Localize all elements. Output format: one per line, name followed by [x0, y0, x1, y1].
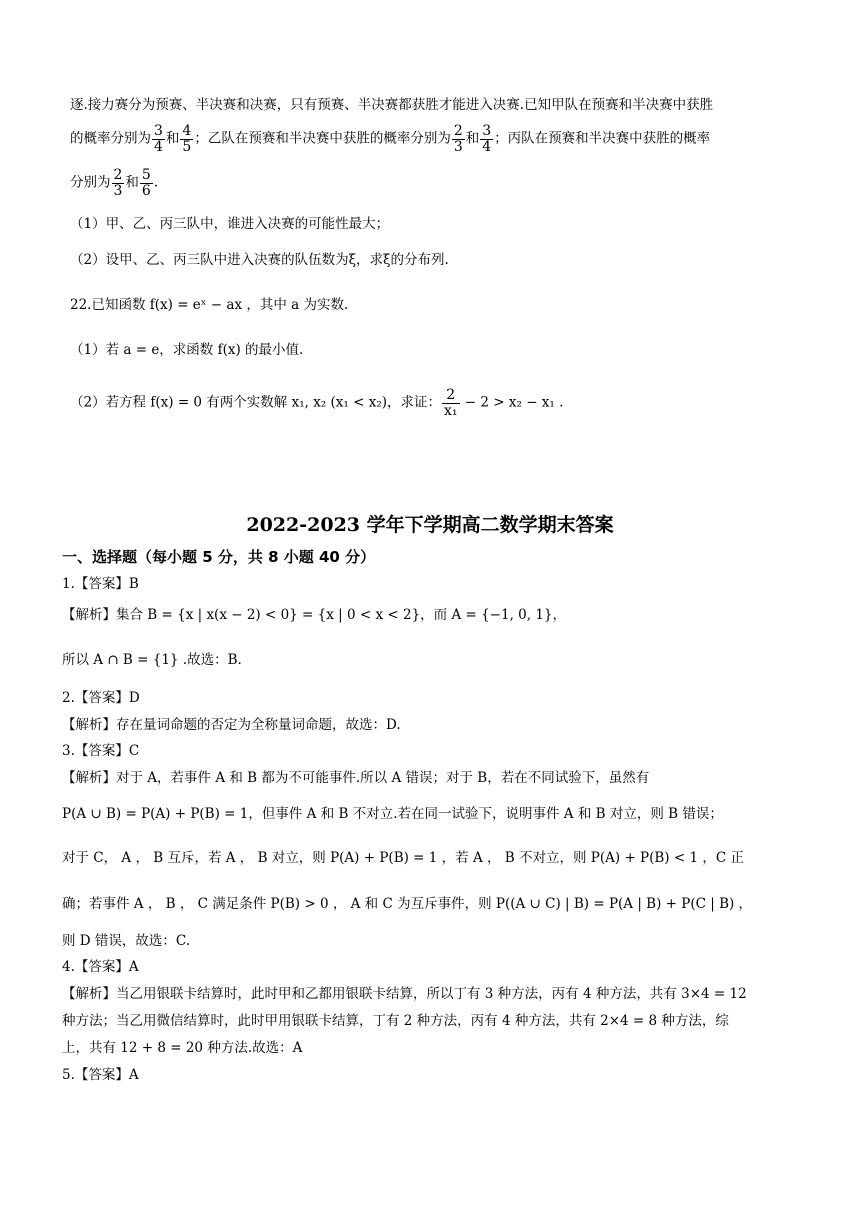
explanation-1-line1: 【解析】集合 B = {x | x(x − 2) < 0} = {x | 0 < x < 2}，而 A = {−1, 0, 1}， — [62, 607, 567, 623]
answer-2: 2.【答案】D — [62, 690, 140, 706]
numerator: 2 — [113, 167, 123, 183]
p22-question-1: （1）若 a = e，求函数 f(x) 的最小值. — [70, 342, 304, 358]
explanation-4-line2: 种方法；当乙用微信结算时，此时甲用银联卡结算，丁有 2 种方法，丙有 4 种方法，共有 2×4 = 8 种方法，综 — [62, 1013, 729, 1029]
fraction-2-3b — [112, 168, 125, 198]
p22-q2-text-b: − 2 > x₂ − x₁ . — [460, 394, 564, 411]
p22-question-2 — [70, 388, 563, 418]
fraction-5-6 — [140, 168, 153, 198]
explanation-3-line1: 【解析】对于 A，若事件 A 和 B 都为不可能事件.所以 A 错误；对于 B，若在不同试验下，虽然有 — [62, 770, 650, 786]
numerator: 3 — [482, 123, 492, 139]
p21-line1: 逐.接力赛分为预赛、半决赛和决赛，只有预赛、半决赛都获胜才能进入决赛.已知甲队在预赛和半决赛中获胜 — [70, 97, 714, 113]
answer-5: 5.【答案】A — [62, 1067, 139, 1083]
numerator: 2 — [442, 388, 460, 404]
answer-3: 3.【答案】C — [62, 743, 140, 759]
p21-question-2: （2）设甲、乙、丙三队中进入决赛的队伍数为ξ，求ξ的分布列. — [70, 252, 449, 268]
explanation-1-line2: 所以 A ∩ B = {1} .故选：B. — [62, 652, 242, 668]
p21-line2-text-c: ；丙队在预赛和半决赛中获胜的概率 — [494, 130, 711, 147]
p21-line3-text-a: 分别为 — [70, 174, 111, 191]
denominator: 5 — [182, 138, 192, 155]
p22-stem: 22.已知函数 f(x) = eˣ − ax ，其中 a 为实数. — [70, 297, 349, 313]
denominator: 4 — [482, 138, 492, 155]
explanation-4-line1: 【解析】当乙用银联卡结算时，此时甲和乙都用银联卡结算，所以丁有 3 种方法，丙有 4 种方法，共有 3×4 = 12 — [62, 986, 747, 1002]
fraction-2-over-x1 — [442, 388, 460, 418]
p21-line3 — [70, 168, 158, 198]
explanation-3-line4: 确；若事件 A ， B ， C 满足条件 P(B) > 0 ， A 和 C 为互斥事件，则 P((A ∪ C) | B) = P(A | B) + P(C | B) ， — [62, 896, 753, 912]
explanation-4-line3: 上，共有 12 + 8 = 20 种方法.故选：A — [62, 1040, 303, 1056]
p21-line2-text-b: ；乙队在预赛和半决赛中获胜的概率分别为 — [194, 130, 451, 147]
p21-question-1: （1）甲、乙、丙三队中，谁进入决赛的可能性最大； — [70, 216, 390, 232]
p22-q2-text-a: （2）若方程 f(x) = 0 有两个实数解 x₁, x₂ (x₁ < x₂)，求证： — [70, 394, 441, 411]
explanation-3-line3: 对于 C， A ， B 互斥，若 A ， B 对立，则 P(A) + P(B) = 1 ，若 A ， B 不对立，则 P(A) + P(B) < 1 ，C 正 — [62, 850, 744, 866]
numerator: 4 — [182, 123, 192, 139]
explanation-3-line5: 则 D 错误，故选：C. — [62, 933, 191, 949]
section-heading-choice: 一、选择题（每小题 5 分，共 8 小题 40 分） — [62, 548, 376, 566]
and-word: 和 — [125, 174, 139, 191]
fraction-3-4 — [152, 124, 165, 154]
denominator: 6 — [141, 182, 151, 199]
answer-1: 1.【答案】B — [62, 576, 139, 592]
fraction-4-5 — [180, 124, 193, 154]
answer-title: 2022-2023 学年下学期高二数学期末答案 — [246, 514, 614, 536]
numerator: 2 — [453, 123, 463, 139]
denominator: x₁ — [444, 402, 458, 419]
answer-4: 4.【答案】A — [62, 959, 139, 975]
p21-line2-text-a: 的概率分别为 — [70, 130, 151, 147]
and-word: 和 — [465, 130, 480, 147]
and-word: 和 — [165, 130, 180, 147]
numerator: 5 — [141, 167, 151, 183]
p21-line3-text-b: . — [153, 174, 159, 191]
explanation-2: 【解析】存在量词命题的否定为全称量词命题，故选：D. — [62, 717, 401, 733]
denominator: 3 — [453, 138, 463, 155]
fraction-3-4b — [480, 124, 493, 154]
numerator: 3 — [154, 123, 163, 139]
explanation-3-line2: P(A ∪ B) = P(A) + P(B) = 1，但事件 A 和 B 不对立.若在同一试验下，说明事件 A 和 B 对立，则 B 错误； — [62, 806, 723, 822]
p21-line2 — [70, 124, 710, 154]
denominator: 3 — [113, 182, 123, 199]
denominator: 4 — [154, 138, 163, 155]
fraction-2-3 — [452, 124, 465, 154]
